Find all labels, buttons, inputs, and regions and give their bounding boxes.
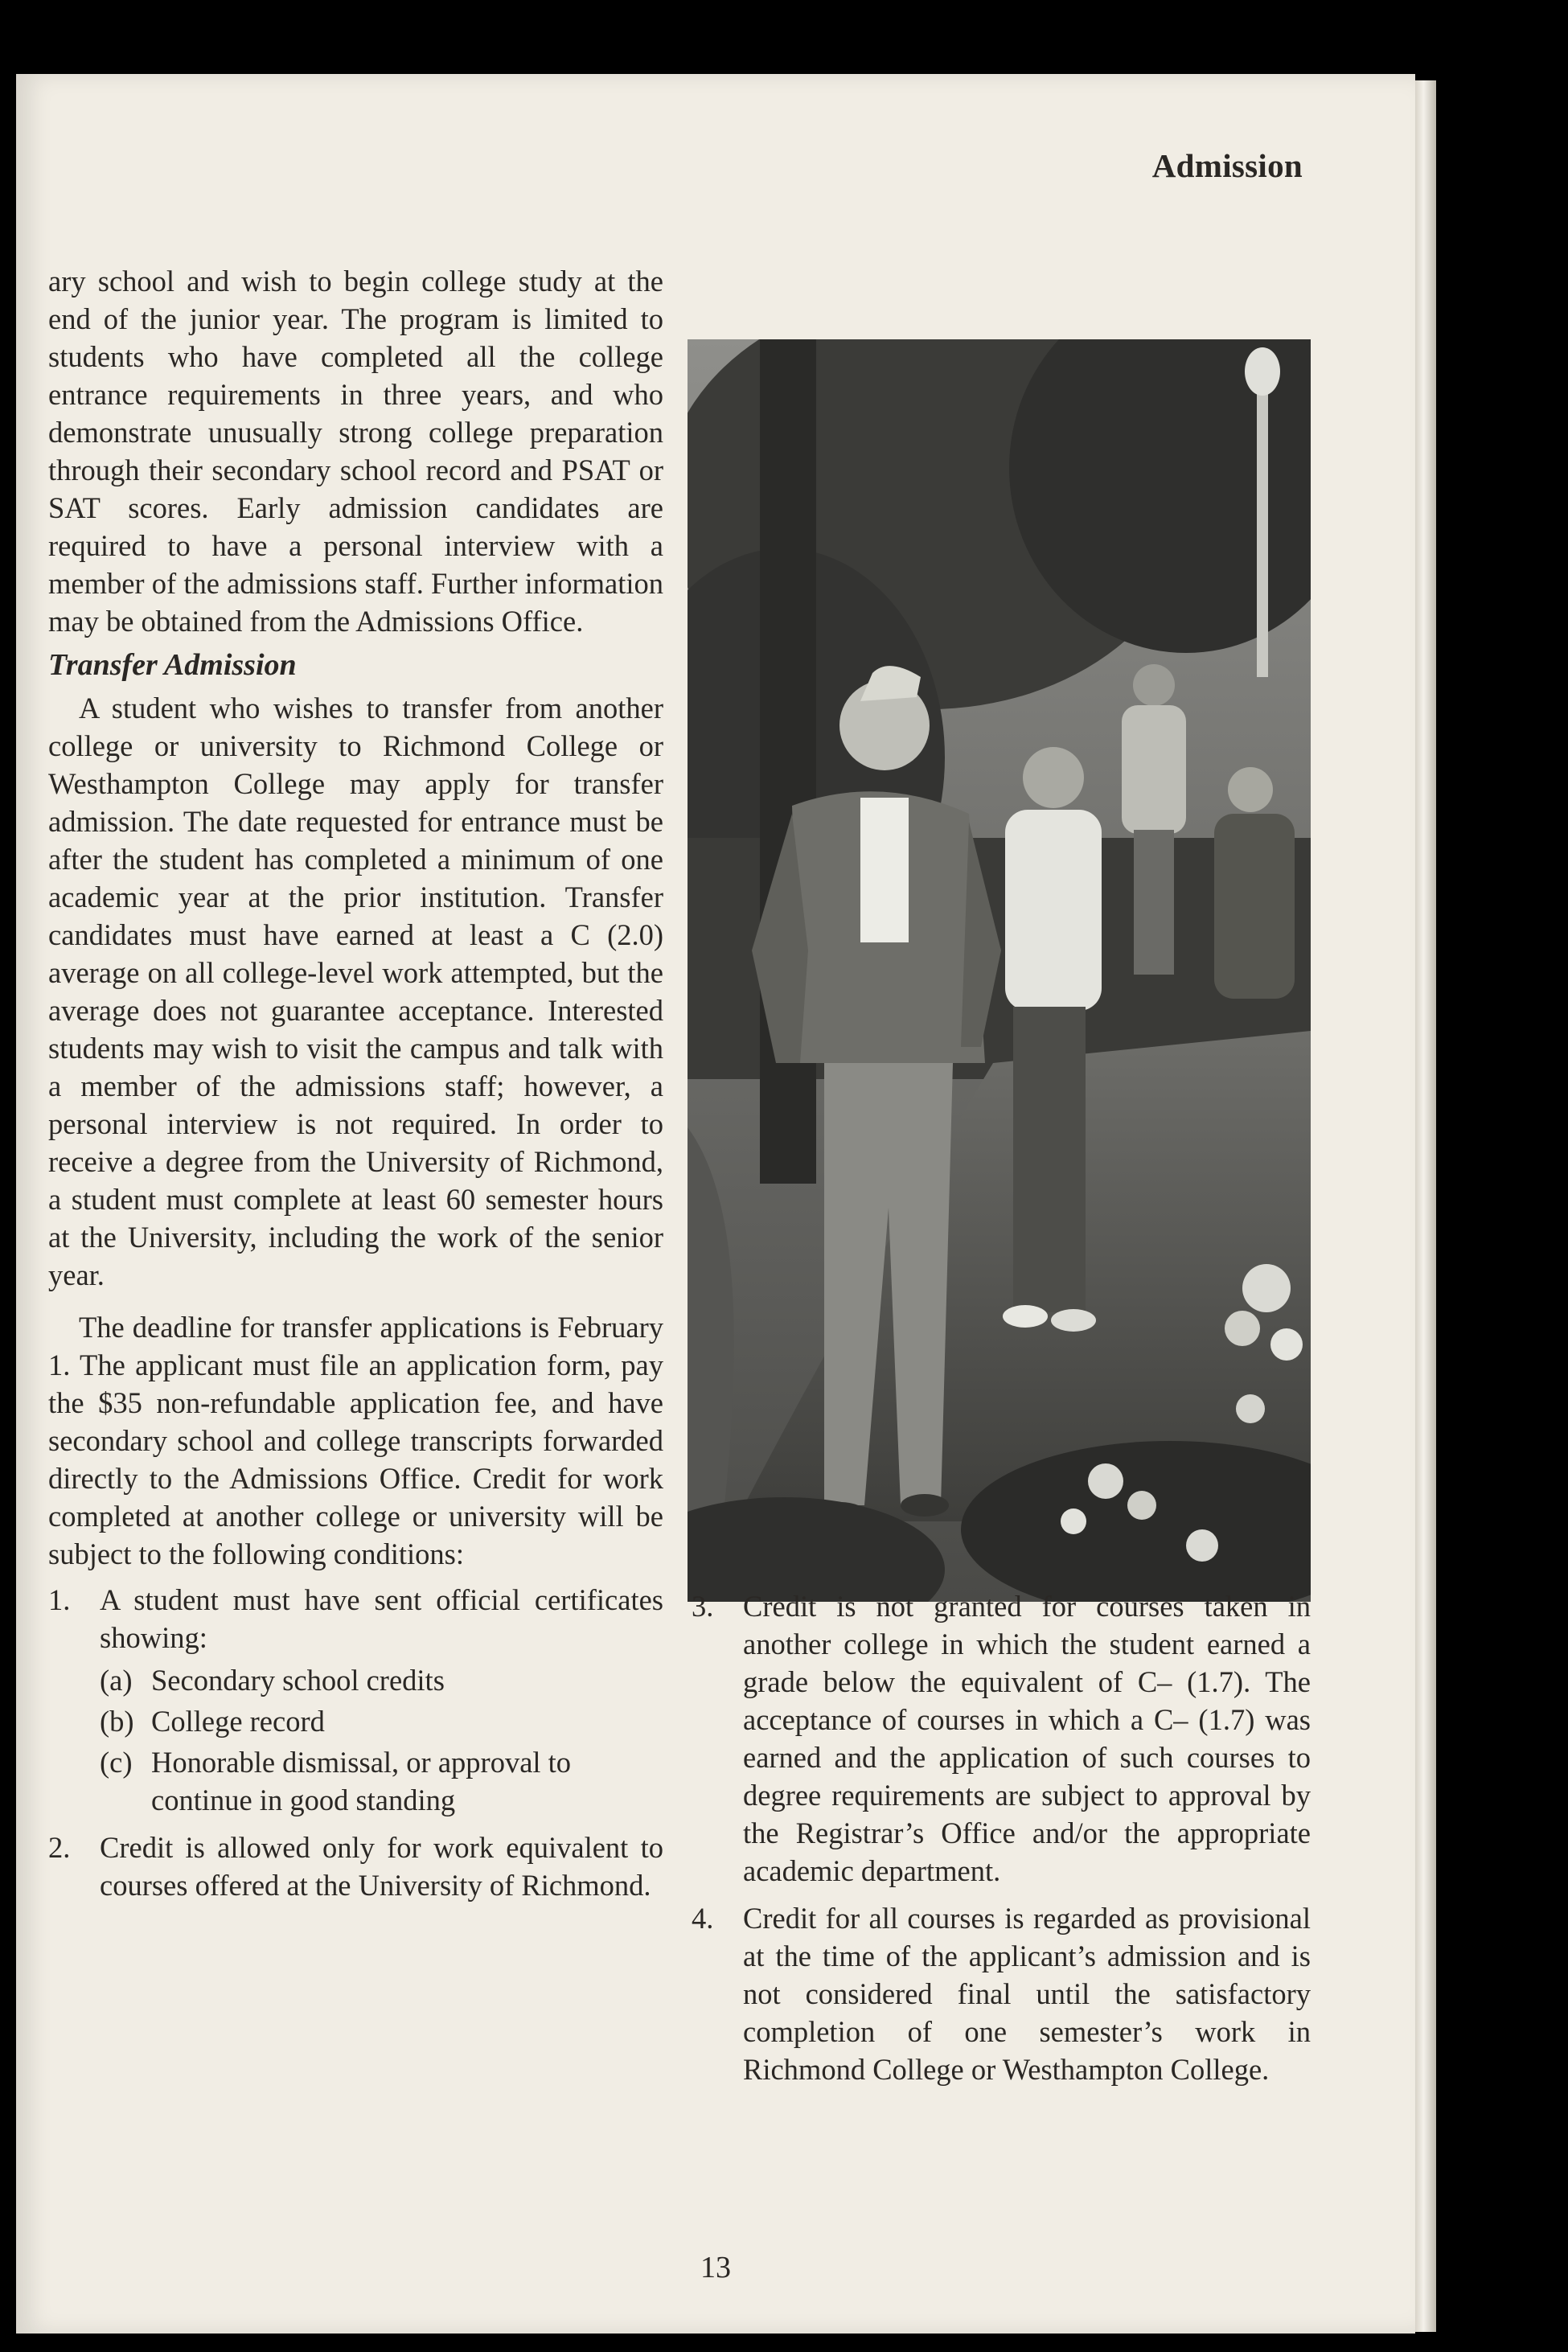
campus-students-photo — [688, 339, 1311, 1602]
right-column — [692, 1579, 1311, 2098]
certificate-sublist — [100, 1661, 663, 1819]
condition-number: 1. — [48, 1583, 71, 1616]
transfer-paragraph: A student who wishes to transfer from another college or university to Richmond College or Westhampton College may apply for transfer admission. The date requested for entrance must be after the student has completed a minimum of one academic year at the prior institution. Transfer candidates must have earned at least a C (2.0) average on all college-level work attempted, but the average does not guarantee acceptance. Interested students may wish to visit the campus and talk with a member of the admissions staff; however, a personal interview is not required. In order to receive a degree from the University of Richmond, a student must complete at least 60 semester hours at the University, including the work of the senior year. — [48, 692, 663, 1291]
condition-number: 3. — [692, 1590, 714, 1623]
left-column — [48, 262, 663, 1914]
sub-item — [100, 1702, 663, 1740]
sub-item-mark: (a) — [100, 1664, 133, 1697]
condition-text: A student must have sent official certificates showing: — [100, 1583, 663, 1654]
deadline-paragraph: The deadline for transfer applications is February 1. The applicant must file an application form, pay the $35 non-refundable application fee, and have secondary school and college transcripts forwarded directly to the Admissions Office. Credit for work completed at another college or university will be subject to the following conditions: — [48, 1311, 663, 1570]
condition-number: 4. — [692, 1902, 714, 1935]
sub-item-text: Secondary school credits — [151, 1664, 445, 1697]
sub-item-text: College record — [151, 1705, 325, 1738]
sub-item — [100, 1743, 663, 1819]
conditions-list — [48, 1581, 663, 1904]
condition-text: Credit is not granted for courses taken in another college in which the student earned a grade below the equivalent of C– (1.7). The acceptance of courses in which a C– (1.7) was earned and the application of such courses to degree requirements are subject to approval by the Registrar’s Office and/or the appropriate academic department. — [743, 1590, 1311, 1887]
sub-item-mark: (c) — [100, 1746, 133, 1779]
early-admission-paragraph: ary school and wish to begin college study at the end of the junior year. The program is limited to students who have completed all the college entrance requirements in three years, and who demonstrate unusually strong college preparation through their secondary school record and PSAT or SAT scores. Early admission candidates are required to have a personal interview with a member of the admissions staff. Further information may be obtained from the Admissions Office. — [48, 265, 663, 638]
condition-number: 2. — [48, 1831, 71, 1864]
condition-item — [48, 1829, 663, 1904]
condition-item — [692, 1899, 1311, 2088]
sub-item-mark: (b) — [100, 1705, 134, 1738]
sub-item — [100, 1661, 663, 1699]
page-number: 13 — [700, 2251, 731, 2284]
condition-text: Credit is allowed only for work equivalent to courses offered at the University of Richmond. — [100, 1831, 663, 1902]
transfer-admission-heading: Transfer Admission — [48, 648, 297, 682]
condition-item — [48, 1581, 663, 1819]
catalog-page — [16, 74, 1415, 2334]
sub-item-text: Honorable dismissal, or approval to continue in good standing — [151, 1746, 572, 1816]
condition-text: Credit for all courses is regarded as provisional at the time of the applicant’s admission and is not considered final until the satisfactory completion of one semester’s work in Richmond College or Westhampton College. — [743, 1902, 1311, 2086]
condition-item — [692, 1587, 1311, 1890]
conditions-list-continued — [692, 1587, 1311, 2088]
page-edge — [1415, 80, 1436, 2332]
running-header: Admission — [1151, 147, 1303, 184]
